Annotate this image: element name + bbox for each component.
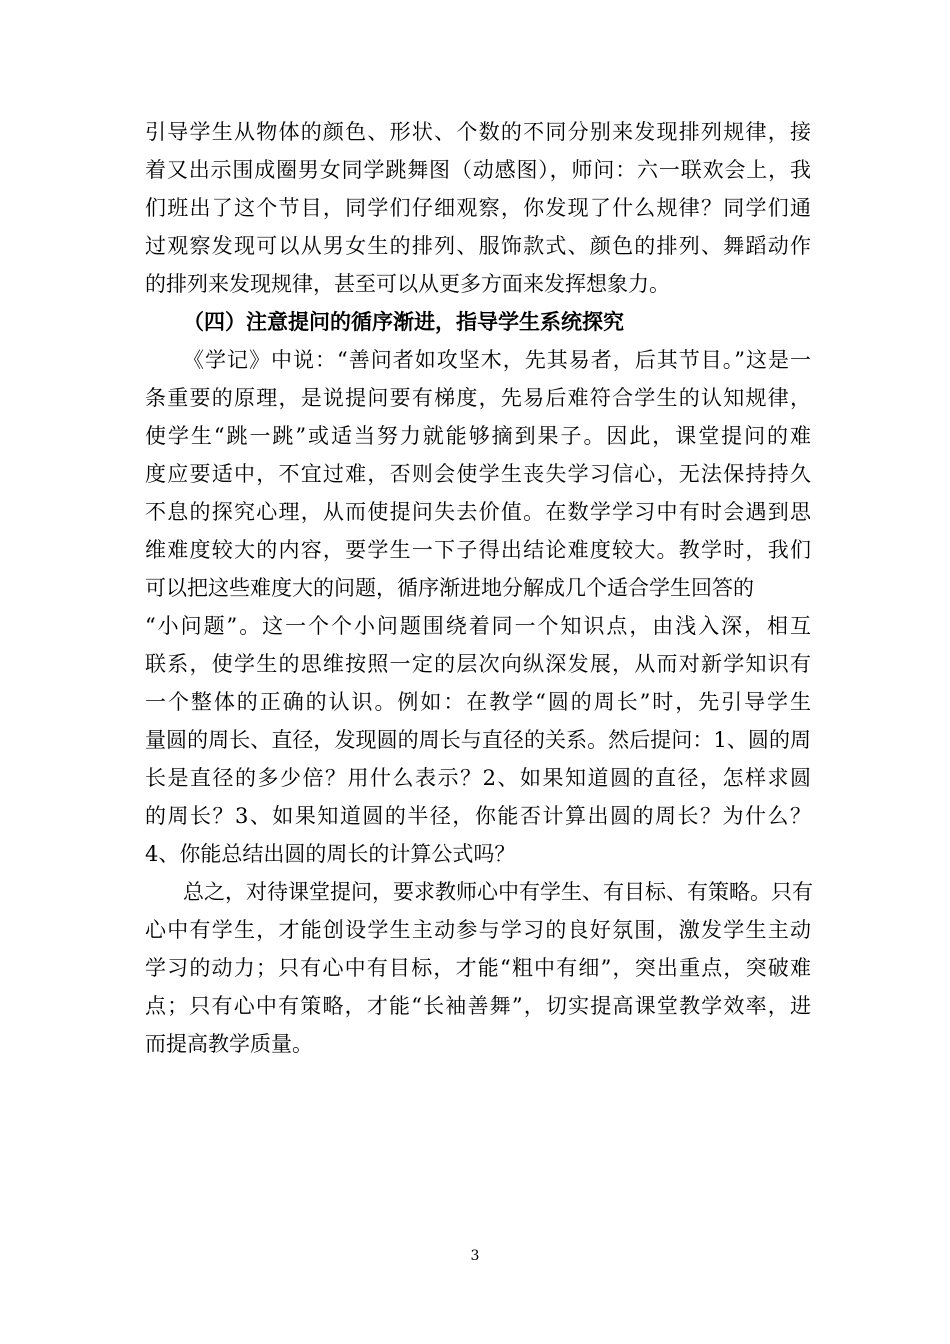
text-line: 心中有学生，才能创设学生主动参与学习的良好氛围，激发学生主动 [145,918,811,942]
paragraph-1 [145,113,811,303]
text-line: 使学生“跳一跳”或适当努力就能够摘到果子。因此，课堂提问的难 [145,424,811,448]
text-line: “小问题”。这一个个小问题围绕着同一个知识点，由浅入深，相互 [145,614,811,638]
text-line: 而提高教学质量。 [145,1032,313,1056]
text-line: 引导学生从物体的颜色、形状、个数的不同分别来发现排列规律，接 [145,120,811,144]
text-line: 量圆的周长、直径，发现圆的周长与直径的关系。然后提问：1、圆的周 [145,728,811,752]
text-line: 一个整体的正确的认识。例如：在教学“圆的周长”时，先引导学生 [145,690,811,714]
text-line: 着又出示围成圈男女同学跳舞图（动感图），师问：六一联欢会上，我 [145,158,811,182]
section-heading: （四）注意提问的循序渐进，指导学生系统探究 [183,310,624,334]
text-line: 的周长？3、如果知道圆的半径，你能否计算出圆的周长？为什么？ [145,804,811,828]
text-line: 的排列来发现规律，甚至可以从更多方面来发挥想象力。 [145,272,670,296]
text-line: 联系，使学生的思维按照一定的层次向纵深发展，从而对新学知识有 [145,652,811,676]
text-line: 度应要适中，不宜过难，否则会使学生丧失学习信心，无法保持持久 [145,462,811,486]
text-line: 《学记》中说：“善问者如攻坚木，先其易者，后其节目。”这是一 [183,348,811,372]
document-body [145,113,811,1063]
text-line: 长是直径的多少倍？用什么表示？2、如果知道圆的直径，怎样求圆 [145,766,811,790]
text-line: 不息的探究心理，从而使提问失去价值。在数学学习中有时会遇到思 [145,500,811,524]
text-line: 条重要的原理，是说提问要有梯度，先易后难符合学生的认知规律， [145,386,811,410]
text-line: 点；只有心中有策略，才能“长袖善舞”，切实提高课堂教学效率，进 [145,994,811,1018]
paragraph-2 [145,341,811,873]
text-line: 维难度较大的内容，要学生一下子得出结论难度较大。教学时，我们 [145,538,811,562]
page-number: 3 [470,1248,480,1264]
text-line: 们班出了这个节目，同学们仔细观察，你发现了什么规律？同学们通 [145,196,811,220]
text-line: 4、你能总结出圆的周长的计算公式吗？ [145,842,516,866]
text-line: 学习的动力；只有心中有目标，才能“粗中有细”，突出重点，突破难 [145,956,811,980]
text-line: 总之，对待课堂提问，要求教师心中有学生、有目标、有策略。只有 [183,880,813,904]
text-line: 可以把这些难度大的问题，循序渐进地分解成几个适合学生回答的 [145,576,754,600]
text-line: 过观察发现可以从男女生的排列、服饰款式、颜色的排列、舞蹈动作 [145,234,811,258]
paragraph-3 [145,873,811,1063]
